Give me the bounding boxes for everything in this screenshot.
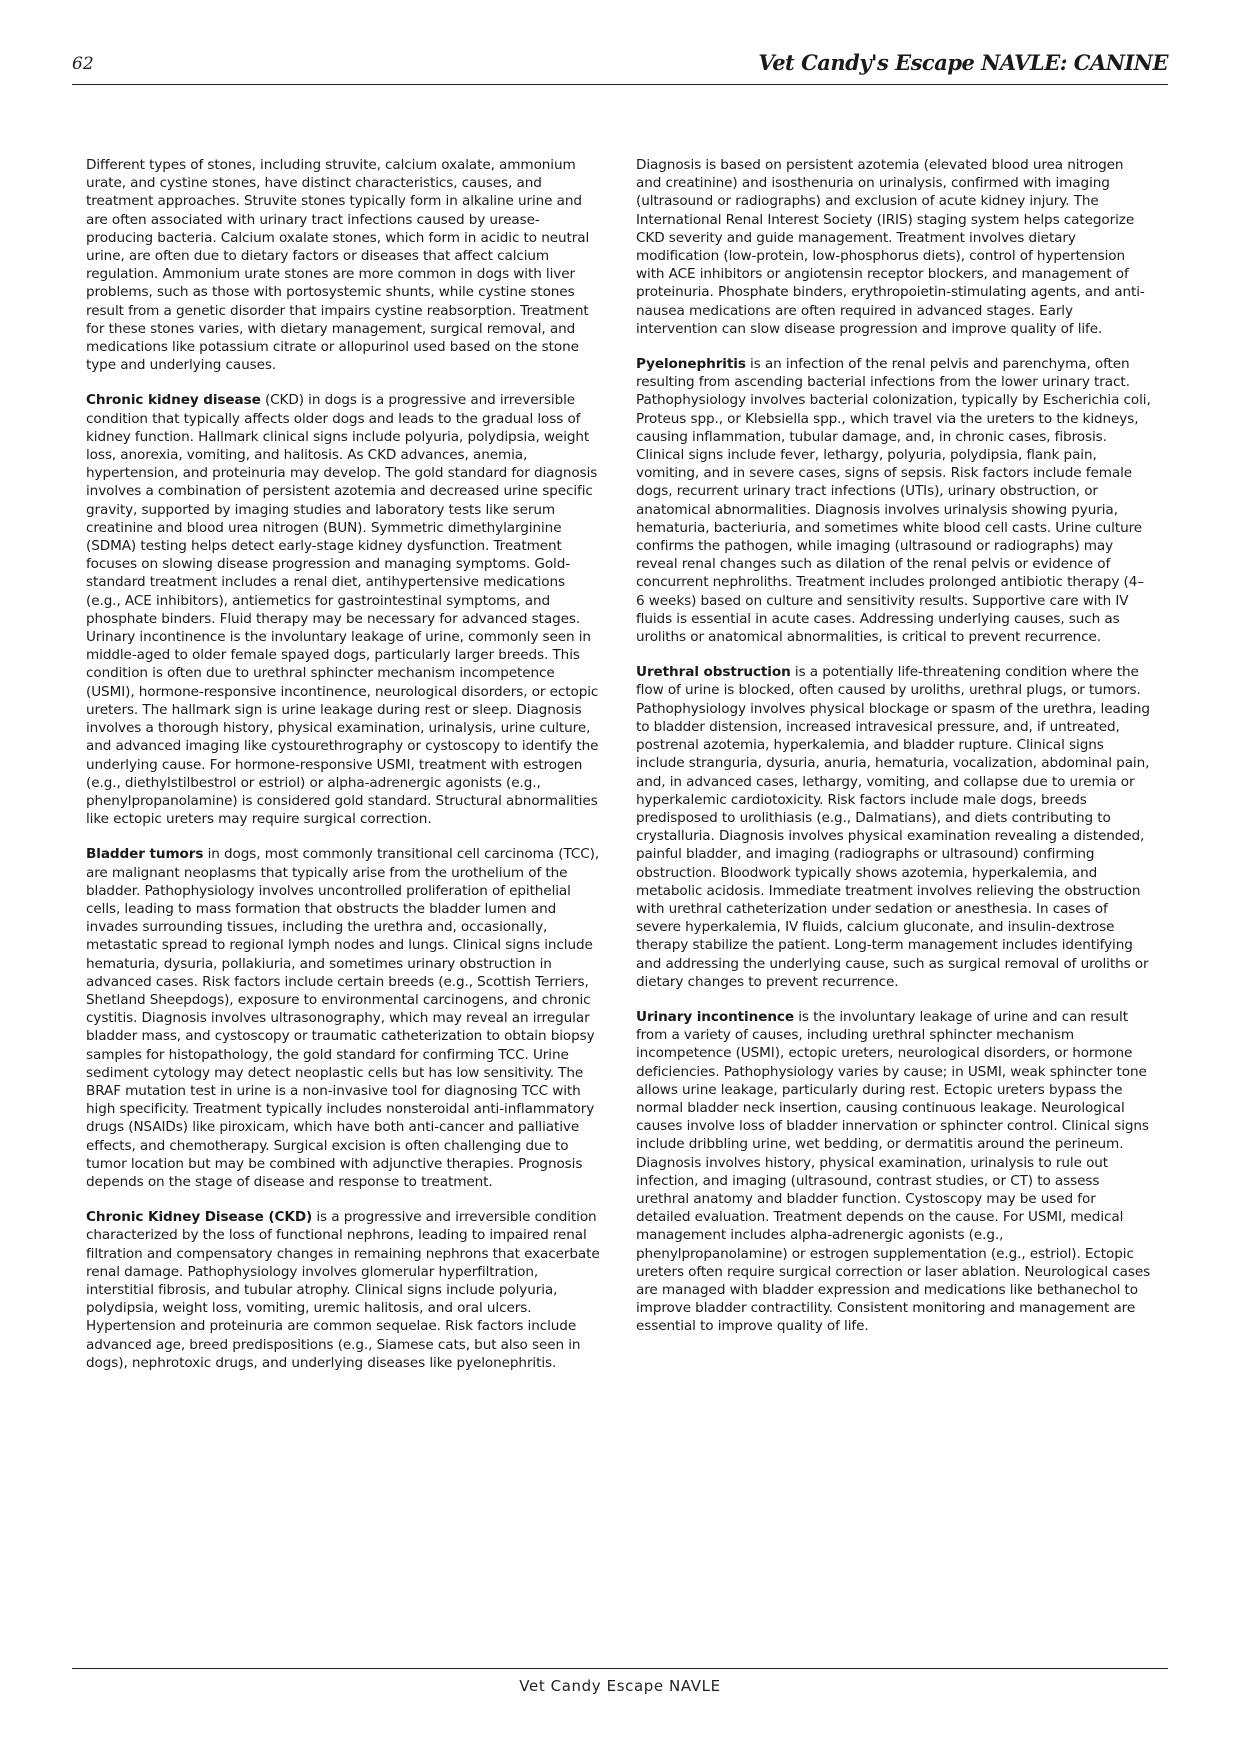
bladder-tumors-term: Bladder tumors	[86, 846, 204, 863]
urethral-obstruction-term: Urethral obstruction	[636, 664, 791, 681]
ckd-diagnosis-text: Diagnosis is based on persistent azotemia (elevated blood urea nitrogen and creatinine) and isosthenuria on urinalysis, confirmed with imaging (ultrasound or radiographs) and exclusion of acute kidney injury. The International Renal Interest Society (IRIS) staging system helps categorize CKD severity and guide management. Treatment involves dietary modification (low-protein, low-phosphorus diets), control of hypertension with ACE inhibitors or angiotensin receptor blockers, and management of proteinuria. Phosphate binders, erythropoietin-stimulating agents, and anti-nausea medications are often required in advanced stages. Early intervention can slow disease progression and improve quality of life.	[636, 157, 1145, 337]
ckd-detailed-paragraph	[86, 1208, 602, 1372]
urethral-obstruction-text: is a potentially life-threatening condition where the flow of urine is blocked, often caused by uroliths, urethral plugs, or tumors. Pathophysiology involves physical blockage or spasm of the urethra, leading to bladder distension, increased intravesical pressure, and, if untreated, postrenal azotemia, hyperkalemia, and bladder rupture. Clinical signs include stranguria, dysuria, anuria, hematuria, vocalization, abdominal pain, and, in advanced cases, lethargy, vomiting, and collapse due to uremia or hyperkalemic cardiotoxicity. Risk factors include male dogs, breeds predisposed to urolithiasis (e.g., Dalmatians), and diets contributing to crystalluria. Diagnosis involves physical examination revealing a distended, painful bladder, and imaging (radiographs or ultrasound) confirming obstruction. Bloodwork typically shows azotemia, hyperkalemia, and metabolic acidosis. Immediate treatment involves relieving the obstruction with urethral catheterization under sedation or anesthesia. In cases of severe hyperkalemia, IV fluids, calcium gluconate, and insulin-dextrose therapy stabilize the patient. Long-term management includes identifying and addressing the underlying cause, such as surgical removal of uroliths or dietary changes to prevent recurrence.	[636, 664, 1150, 990]
stone-types-paragraph	[86, 156, 602, 374]
footer-text: Vet Candy Escape NAVLE	[519, 1677, 721, 1695]
urinary-incontinence-paragraph	[636, 1008, 1152, 1336]
bladder-tumors-paragraph	[86, 845, 602, 1191]
urinary-incontinence-intro-text: Urinary incontinence is the involuntary leakage of urine, commonly seen in middle-aged to older female spayed dogs, particularly larger breeds. This condition is often due to urethral sphincter mechanism incompetence (USMI), hormone-responsive incontinence, neurological disorders, or ectopic ureters. The hallmark sign is urine leakage during rest or sleep. Diagnosis involves a thorough history, physical examination, urinalysis, urine culture, and advanced imaging like cystourethrography or cystoscopy to identify the underlying cause. For hormone-responsive USMI, treatment with estrogen (e.g., diethylstilbestrol or estriol) or alpha-adrenergic agonists (e.g., phenylpropanolamine) is considered gold standard. Structural abnormalities like ectopic ureters may require surgical correction.	[86, 629, 599, 828]
text-columns	[86, 156, 1160, 1606]
page-header	[72, 48, 1168, 85]
stone-types-text: Different types of stones, including struvite, calcium oxalate, ammonium urate, and cystine stones, have distinct characteristics, causes, and treatment approaches. Struvite stones typically form in alkaline urine and are often associated with urinary tract infections caused by urease-producing bacteria. Calcium oxalate stones, which form in acidic to neutral urine, are often due to dietary factors or diseases that affect calcium regulation. Ammonium urate stones are more common in dogs with liver problems, such as those with portosystemic shunts, while cystine stones result from a genetic disorder that impairs cystine reabsorption. Treatment for these stones varies, with dietary management, surgical removal, and medications like potassium citrate or allopurinol used based on the stone type and underlying causes.	[86, 157, 590, 374]
ckd-text: (CKD) in dogs is a progressive and irreversible condition that typically affects older dogs and leads to the gradual loss of kidney function. Hallmark clinical signs include polyuria, polydipsia, weight loss, anorexia, vomiting, and halitosis. As CKD advances, anemia, hypertension, and proteinuria may develop. The gold standard for diagnosis involves a combination of persistent azotemia and decreased urine specific gravity, supported by imaging studies and laboratory tests like serum creatinine and blood urea nitrogen (BUN). Symmetric dimethylarginine (SDMA) testing helps detect early-stage kidney dysfunction. Treatment focuses on slowing disease progression and managing symptoms. Gold-standard treatment includes a renal diet, antihypertensive medications (e.g., ACE inhibitors), antiemetics for gastrointestinal symptoms, and phosphate binders. Fluid therapy may be necessary for advanced stages.	[86, 392, 598, 627]
pyelonephritis-term: Pyelonephritis	[636, 356, 746, 373]
ckd-paragraph	[86, 391, 602, 628]
urethral-obstruction-paragraph	[636, 663, 1152, 991]
ckd-term: Chronic kidney disease	[86, 392, 261, 409]
right-column	[636, 156, 1152, 1353]
left-column	[86, 156, 602, 1389]
urinary-incontinence-term: Urinary incontinence	[636, 1008, 794, 1025]
running-title: Vet Candy's Escape NAVLE: CANINE	[758, 50, 1168, 75]
page-footer	[72, 1668, 1168, 1695]
page-number: 62	[72, 54, 94, 74]
urinary-incontinence-intro-paragraph	[86, 628, 602, 828]
ckd-diagnosis-paragraph	[636, 156, 1152, 338]
pyelonephritis-text: is an infection of the renal pelvis and parenchyma, often resulting from ascending bacterial infections from the lower urinary tract. Pathophysiology involves bacterial colonization, typically by Escherichia coli, Proteus spp., or Klebsiella spp., which travel via the ureters to the kidneys, causing inflammation, tubular damage, and, in chronic cases, fibrosis. Clinical signs include fever, lethargy, polyuria, polydipsia, flank pain, vomiting, and in severe cases, signs of sepsis. Risk factors include female dogs, recurrent urinary tract infections (UTIs), urinary obstruction, or anatomical abnormalities. Diagnosis involves urinalysis showing pyuria, hematuria, bacteriuria, and sometimes white blood cell casts. Urine culture confirms the pathogen, while imaging (ultrasound or radiographs) may reveal renal changes such as dilation of the renal pelvis or evidence of concurrent nephroliths. Treatment includes prolonged antibiotic therapy (4–6 weeks) based on culture and sensitivity results. Supportive care with IV fluids is essential in acute cases. Addressing underlying causes, such as uroliths or anatomical abnormalities, is critical to prevent recurrence.	[636, 356, 1151, 646]
ckd-detailed-text: is a progressive and irreversible condition characterized by the loss of functional nephrons, leading to impaired renal filtration and compensatory changes in remaining nephrons that exacerbate renal damage. Pathophysiology involves glomerular hyperfiltration, interstitial fibrosis, and tubular atrophy. Clinical signs include polyuria, polydipsia, weight loss, vomiting, uremic halitosis, and oral ulcers. Hypertension and proteinuria are common sequelae. Risk factors include advanced age, breed predispositions (e.g., Siamese cats, but also seen in dogs), nephrotoxic drugs, and underlying diseases like pyelonephritis.	[86, 1209, 600, 1371]
urinary-incontinence-text: is the involuntary leakage of urine and can result from a variety of causes, including urethral sphincter mechanism incompetence (USMI), ectopic ureters, neurological disorders, or hormone deficiencies. Pathophysiology varies by cause; in USMI, weak sphincter tone allows urine leakage, particularly during rest. Ectopic ureters bypass the normal bladder neck insertion, causing continuous leakage. Neurological causes involve loss of bladder innervation or sphincter control. Clinical signs include dribbling urine, wet bedding, or dermatitis around the perineum. Diagnosis involves history, physical examination, urinalysis to rule out infection, and imaging (ultrasound, contrast studies, or CT) to assess urethral anatomy and bladder function. Cystoscopy may be used for detailed evaluation. Treatment depends on the cause. For USMI, medical management includes alpha-adrenergic agonists (e.g., phenylpropanolamine) or estrogen supplementation (e.g., estriol). Ectopic ureters often require surgical correction or laser ablation. Neurological cases are managed with bladder expression and medications like bethanechol to improve bladder contractility. Consistent monitoring and management are essential to improve quality of life.	[636, 1008, 1151, 1335]
pyelonephritis-paragraph	[636, 355, 1152, 646]
bladder-tumors-text: in dogs, most commonly transitional cell carcinoma (TCC), are malignant neoplasms that typically arise from the urothelium of the bladder. Pathophysiology involves uncontrolled proliferation of epithelial cells, leading to mass formation that obstructs the bladder lumen and invades surrounding tissues, including the urethra and, occasionally, metastatic spread to regional lymph nodes and lungs. Clinical signs include hematuria, dysuria, pollakiuria, and sometimes urinary obstruction in advanced cases. Risk factors include certain breeds (e.g., Scottish Terriers, Shetland Sheepdogs), exposure to environmental carcinogens, and chronic cystitis. Diagnosis involves ultrasonography, which may reveal an irregular bladder mass, and cystoscopy or traumatic catheterization to obtain biopsy samples for histopathology, the gold standard for confirming TCC. Urine sediment cytology may detect neoplastic cells but has low sensitivity. The BRAF mutation test in urine is a non-invasive tool for diagnosing TCC with high specificity. Treatment typically includes nonsteroidal anti-inflammatory drugs (NSAIDs) like piroxicam, which have both anti-cancer and palliative effects, and chemotherapy. Surgical excision is often challenging due to tumor location but may be combined with adjunctive therapies. Prognosis depends on the stage of disease and response to treatment.	[86, 846, 600, 1190]
ckd-detailed-term: Chronic Kidney Disease (CKD)	[86, 1209, 313, 1226]
